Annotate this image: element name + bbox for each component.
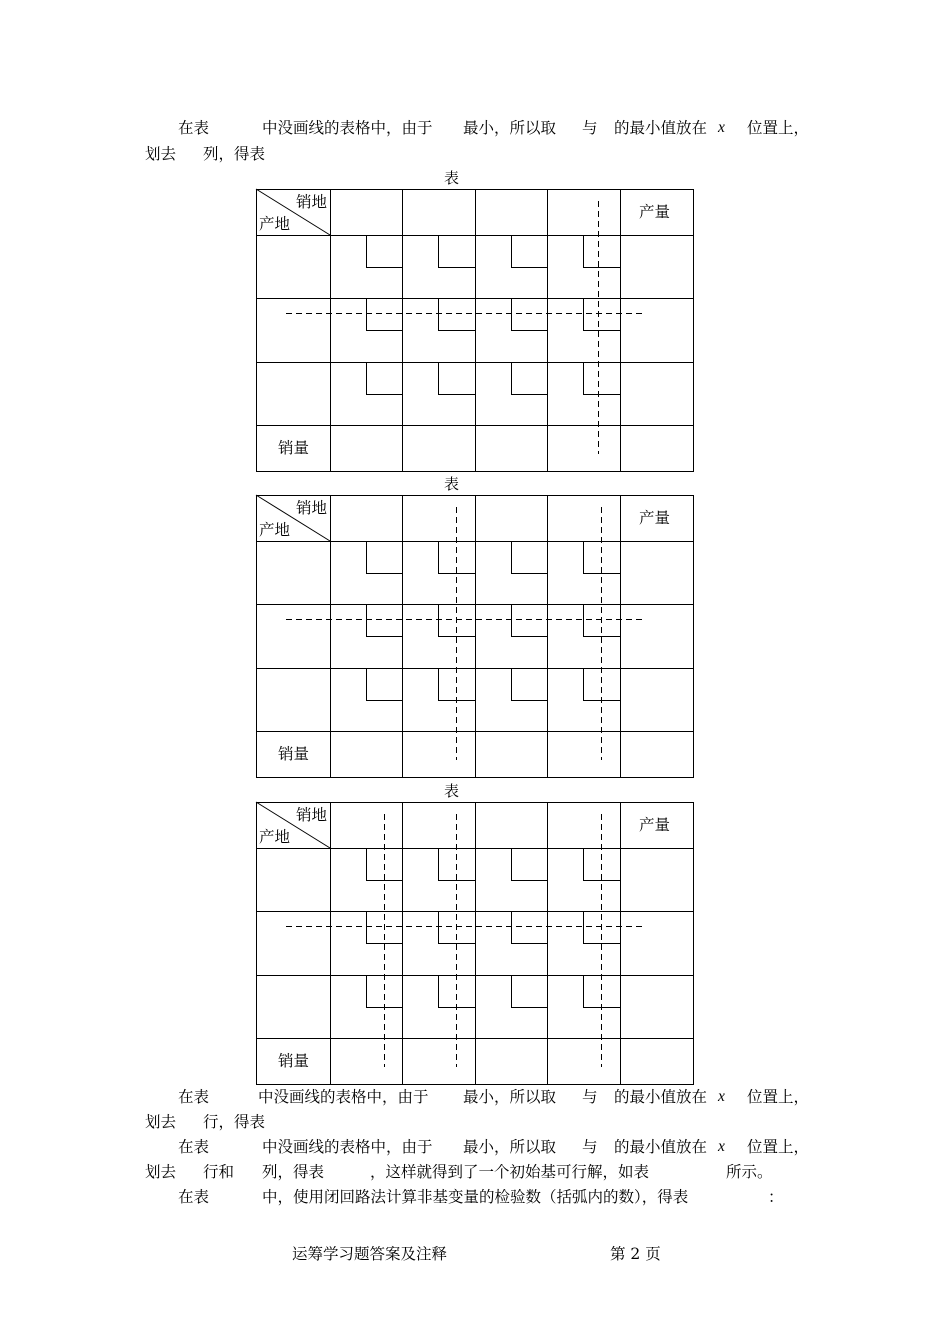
header-destination-label: 销地	[296, 806, 328, 824]
cost-box	[512, 235, 548, 268]
header-origin-label: 产地	[259, 828, 291, 846]
cost-box	[584, 298, 621, 331]
table-3-caption: 表	[444, 782, 460, 800]
cost-box	[512, 604, 548, 637]
supply-header: 产量	[639, 203, 671, 221]
cost-box	[512, 911, 548, 944]
cost-box	[512, 362, 548, 395]
cost-box	[584, 235, 621, 268]
cost-box	[367, 362, 403, 395]
table-2-caption: 表	[444, 475, 460, 493]
header-destination-label: 销地	[296, 193, 328, 211]
cost-box	[584, 362, 621, 395]
footer-page-number: 第 2 页	[610, 1245, 661, 1263]
table-3-grid	[256, 802, 694, 1085]
cost-box	[367, 668, 403, 701]
transport-table-2	[256, 495, 694, 778]
cost-box	[367, 298, 403, 331]
table-2-grid	[256, 495, 694, 778]
cost-box	[367, 541, 403, 574]
cost-box	[512, 668, 548, 701]
cost-box	[439, 298, 476, 331]
cost-box	[439, 235, 476, 268]
cost-box	[512, 298, 548, 331]
cost-box	[512, 975, 548, 1008]
header-destination-label: 销地	[296, 499, 328, 517]
header-origin-label: 产地	[259, 215, 291, 233]
table-1-caption: 表	[444, 169, 460, 187]
transport-table-1	[256, 189, 694, 472]
footer-title: 运筹学习题答案及注释	[292, 1245, 448, 1263]
cost-box	[512, 848, 548, 881]
demand-label: 销量	[278, 745, 310, 763]
transport-table-3	[256, 802, 694, 1085]
demand-label: 销量	[278, 439, 310, 457]
cost-box	[439, 362, 476, 395]
cost-box	[367, 235, 403, 268]
cost-box	[512, 541, 548, 574]
table-1-grid	[256, 189, 694, 472]
cost-box	[367, 604, 403, 637]
demand-label: 销量	[278, 1052, 310, 1070]
header-origin-label: 产地	[259, 521, 291, 539]
supply-header: 产量	[639, 816, 671, 834]
supply-header: 产量	[639, 509, 671, 527]
